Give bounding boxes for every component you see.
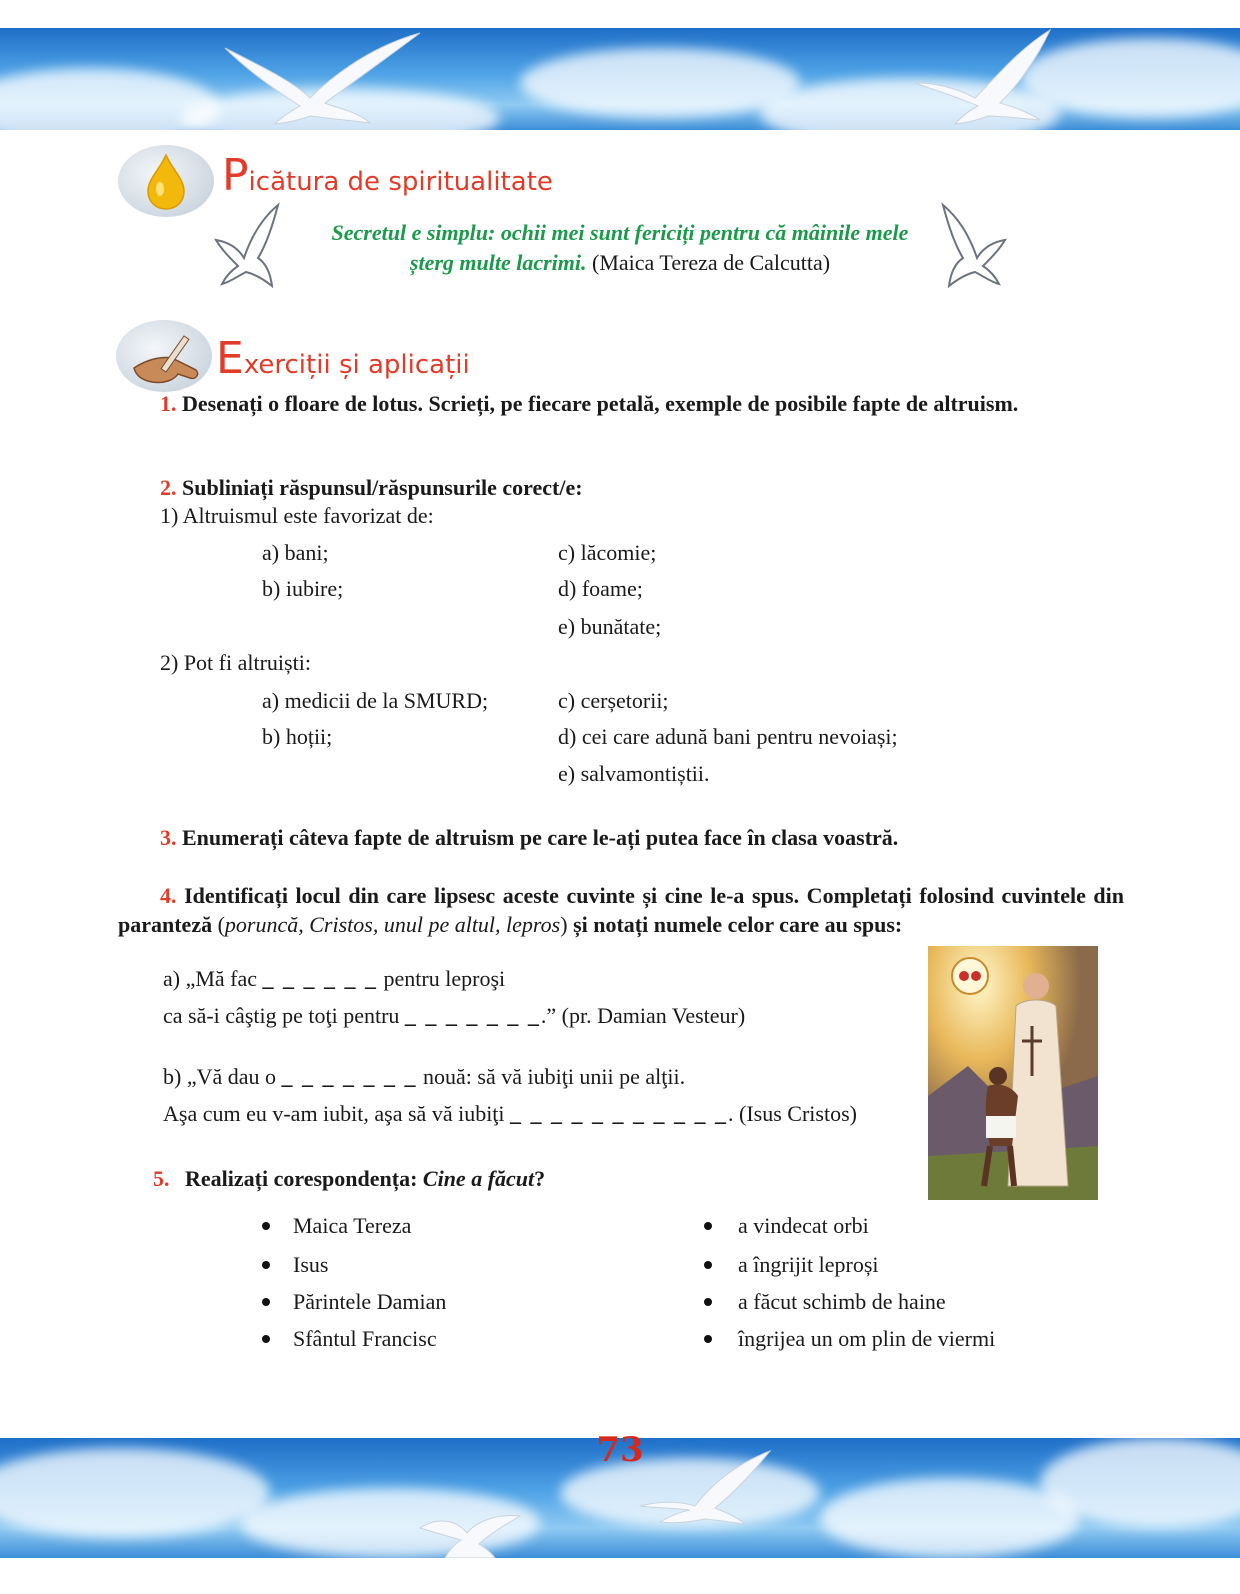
- title-rest: xerciții și aplicații: [243, 350, 470, 380]
- text: ca să-i câştig pe toţi pentru: [163, 1003, 400, 1028]
- option[interactable]: c) lăcomie;: [558, 540, 657, 565]
- quote-line2: șterg multe lacrimi.: [409, 250, 587, 275]
- text: .” (pr. Damian Vesteur): [540, 1003, 746, 1028]
- writing-hand-icon: [116, 320, 212, 392]
- title-initial: E: [216, 333, 244, 384]
- match-right-item[interactable]: a vindecat orbi: [738, 1213, 869, 1238]
- bullet-icon: [262, 1261, 270, 1269]
- text: pentru leproşi: [383, 966, 506, 991]
- exercise-1: [118, 389, 1124, 418]
- option[interactable]: e) salvamontiștii.: [558, 761, 710, 786]
- word-list: poruncă, Cristos, unul pe altul, lepros: [224, 912, 561, 937]
- text: nouă: să vă iubiţi unii pe alţii.: [423, 1064, 686, 1089]
- text: b) „Vă dau o: [163, 1064, 277, 1089]
- bullet-icon: [704, 1298, 712, 1306]
- text: a) „Mă fac: [163, 966, 258, 991]
- bullet-icon: [704, 1222, 712, 1230]
- match-left-item[interactable]: Sfântul Francisc: [293, 1326, 437, 1351]
- quote-author: (Maica Tereza de Calcutta): [592, 250, 831, 275]
- bullet-icon: [262, 1298, 270, 1306]
- blank[interactable]: _ _ _ _ _ _ _ _ _ _ _: [510, 1101, 729, 1126]
- question-mark: ?: [534, 1166, 546, 1191]
- fill-in-b-line2: [163, 1101, 857, 1127]
- option[interactable]: d) foame;: [558, 576, 643, 601]
- match-right-item[interactable]: a îngrijit leproși: [738, 1252, 879, 1277]
- exercise-5: [153, 1166, 545, 1192]
- match-right-item[interactable]: îngrijea un om plin de viermi: [738, 1326, 996, 1351]
- exercise-number: 5.: [153, 1166, 170, 1191]
- option[interactable]: b) hoții;: [262, 724, 333, 749]
- exercise-text: Enumerați câteva fapte de altruism pe care le-ați putea face în clasa voastră.: [182, 825, 899, 850]
- bullet-icon: [262, 1335, 270, 1343]
- dove-icon: [205, 28, 425, 128]
- fill-in-b-line1: [163, 1064, 685, 1090]
- text: . (Isus Cristos): [728, 1101, 857, 1126]
- option[interactable]: b) iubire;: [262, 576, 344, 601]
- option[interactable]: d) cei care adună bani pentru nevoiași;: [558, 724, 898, 749]
- saint-illustration: [928, 946, 1098, 1200]
- dove-outline-icon: [208, 200, 283, 292]
- exercise-question: Cine a făcut: [422, 1166, 535, 1191]
- bullet-icon: [704, 1335, 712, 1343]
- exercise-text: Realizați corespondența:: [185, 1166, 418, 1191]
- exercise-text: Identificați locul din care lipsesc aceste cuvinte și cine le-a spus. Completați folosind cuvintele din paranteză: [118, 883, 1125, 937]
- title-initial: P: [222, 150, 249, 201]
- exercise-3: [160, 825, 898, 851]
- section-title-spiritualitate: [222, 150, 553, 201]
- fill-in-a-line1: [163, 966, 505, 992]
- question-2-prompt: 2) Pot fi altruiști:: [160, 650, 311, 675]
- exercise-number: 1.: [160, 391, 177, 416]
- match-right-item[interactable]: a făcut schimb de haine: [738, 1289, 946, 1314]
- blank[interactable]: _ _ _ _ _ _ _: [404, 1003, 541, 1028]
- exercise-number: 2.: [160, 475, 177, 500]
- match-left-item[interactable]: Părintele Damian: [293, 1289, 447, 1314]
- fill-in-a-line2: [163, 1003, 745, 1029]
- option[interactable]: a) medicii de la SMURD;: [262, 688, 489, 713]
- quote-block: [280, 218, 960, 278]
- page-number: 73: [596, 1430, 644, 1470]
- exercise-text: Subliniați răspunsul/răspunsurile corect/e:: [182, 475, 583, 500]
- blank[interactable]: _ _ _ _ _ _ _: [281, 1064, 418, 1089]
- text: Aşa cum eu v-am iubit, aşa să vă iubiţi: [163, 1101, 505, 1126]
- exercise-text-cont: și notați numele celor care au spus:: [573, 912, 903, 937]
- match-left-item[interactable]: Isus: [293, 1252, 329, 1277]
- bullet-icon: [704, 1261, 712, 1269]
- exercise-number: 4.: [160, 883, 177, 908]
- exercise-2: [160, 475, 583, 501]
- exercise-number: 3.: [160, 825, 177, 850]
- drop-icon: [118, 145, 214, 217]
- exercise-4: 4. Identificați locul din care lipsesc aceste cuvinte și cine le-a spus. Completați folosind cuvintele din paranteză (poruncă, Cristos, unul pe altul, lepros) și notați numele celor care au spus:: [118, 883, 1125, 937]
- dove-icon: [415, 1488, 525, 1558]
- title-rest: icătura de spiritualitate: [248, 167, 553, 197]
- quote-line1: Secretul e simplu: ochii mei sunt fericiți pentru că mâinile mele: [331, 220, 909, 245]
- question-1-prompt: 1) Altruismul este favorizat de:: [160, 503, 434, 528]
- option[interactable]: e) bunătate;: [558, 614, 662, 639]
- dove-icon: [900, 28, 1070, 128]
- option[interactable]: c) cerșetorii;: [558, 688, 669, 713]
- option[interactable]: a) bani;: [262, 540, 329, 565]
- top-sky-banner: [0, 28, 1240, 130]
- exercise-text: Desenați o floare de lotus. Scrieți, pe fiecare petală, exemple de posibile fapte de altruism.: [182, 391, 1019, 416]
- match-left-item[interactable]: Maica Tereza: [293, 1213, 412, 1238]
- blank[interactable]: _ _ _ _ _ _: [262, 966, 379, 991]
- section-title-exercitii: [216, 333, 470, 384]
- bullet-icon: [262, 1222, 270, 1230]
